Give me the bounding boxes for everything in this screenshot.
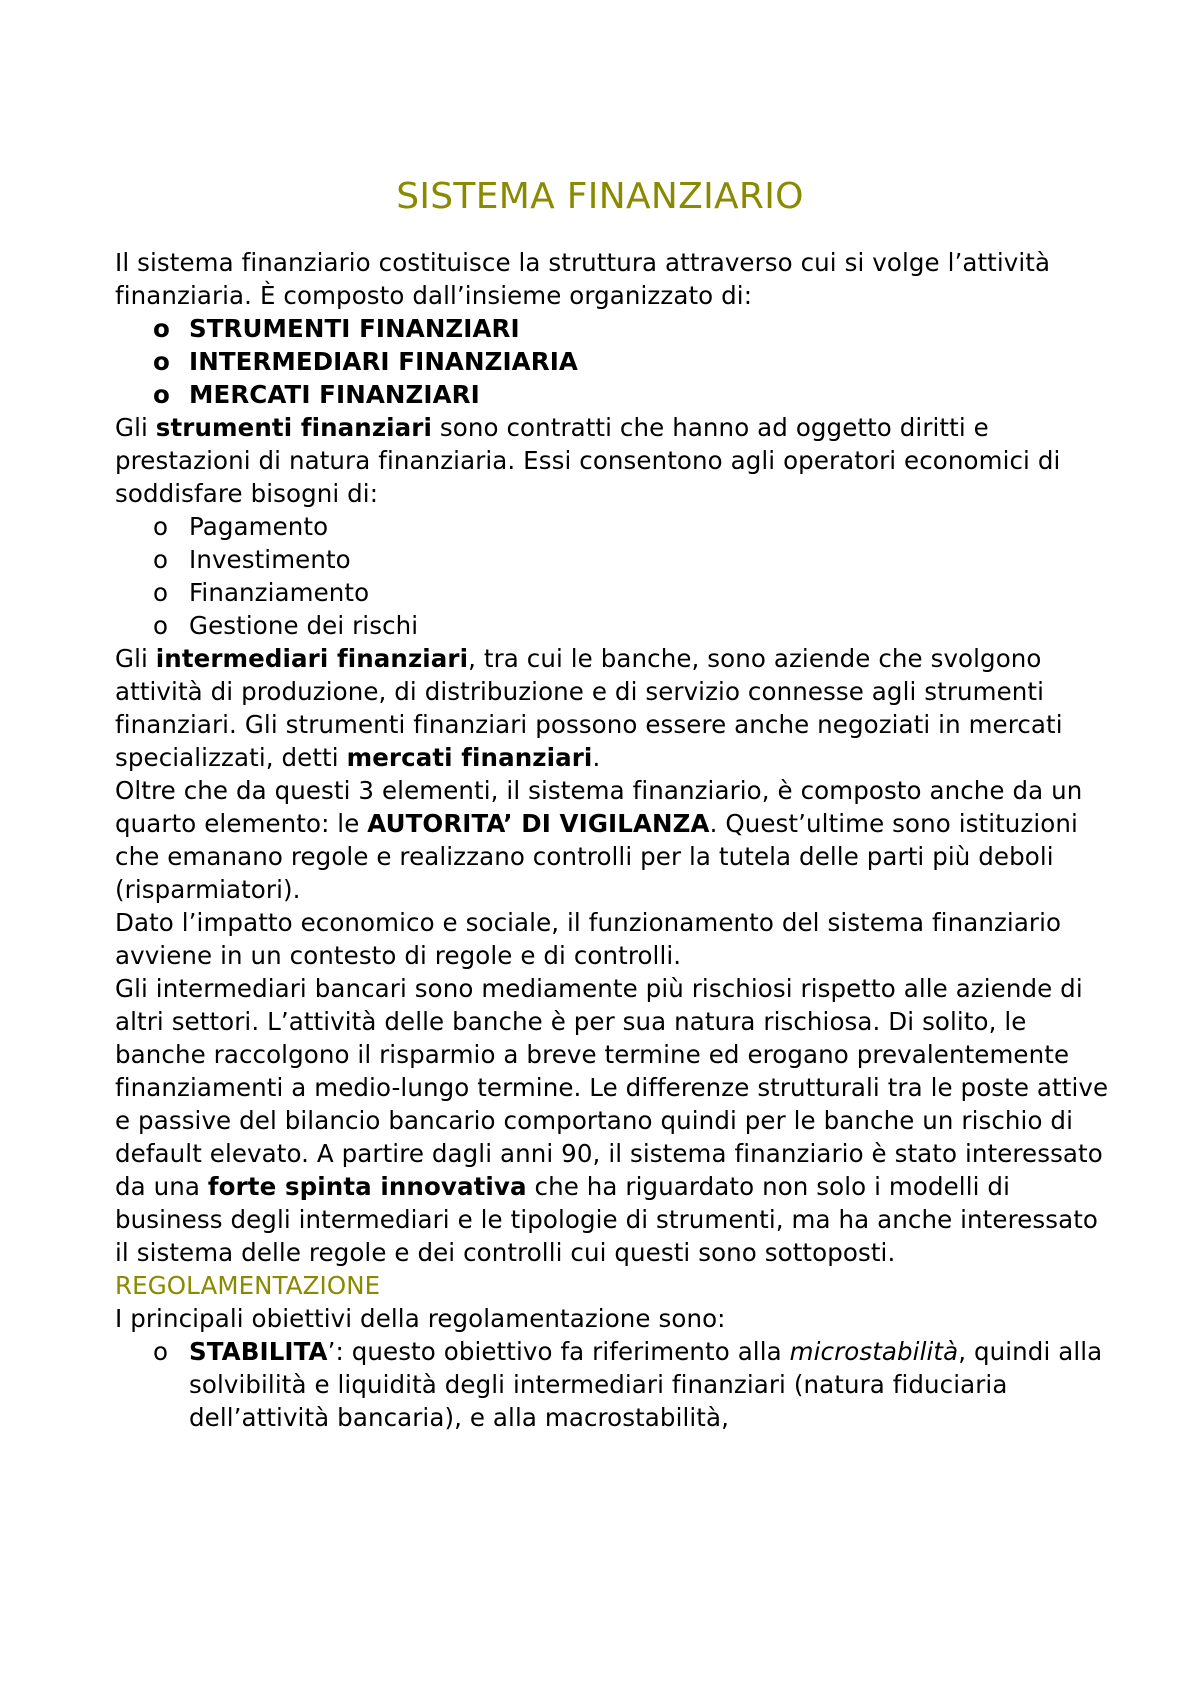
- text-run: che ha riguardato non solo i modelli di business degli intermediari e le tipologie di strumenti, ma ha anche interessato il sistema delle regole e dei controlli cui questi sono sottoposti.: [115, 1172, 1099, 1267]
- list-item: [115, 345, 1115, 378]
- text-run: Gli: [115, 644, 156, 673]
- text-run: Oltre che da questi 3 elementi, il sistema finanziario, è composto anche da un quarto elemento: le: [115, 776, 1083, 838]
- bold-term: mercati finanziari: [346, 743, 593, 772]
- bullet-icon: o: [153, 578, 169, 607]
- bold-term: intermediari finanziari: [155, 644, 469, 673]
- list-item-label: MERCATI FINANZIARI: [189, 380, 480, 409]
- list-item: [115, 576, 1115, 609]
- list-item: [115, 312, 1115, 345]
- bancari-paragraph: [115, 972, 1115, 1269]
- bullet-icon: o: [153, 314, 170, 343]
- intro-paragraph: Il sistema finanziario costituisce la struttura attraverso cui si volge l’attività finanziaria. È composto dall’insieme organizzato di:: [115, 248, 1051, 310]
- text-run: sono contratti che hanno ad oggetto diritti e prestazioni di natura finanziaria. Essi consentono agli operatori economici di soddisfare bisogni di:: [115, 413, 1061, 508]
- list-item: [115, 609, 1115, 642]
- bullet-icon: o: [153, 1337, 169, 1366]
- text-run: , quindi alla solvibilità e liquidità degli intermediari finanziari (natura fiduciaria dell’attività bancaria), e alla macrostabilità,: [189, 1337, 1103, 1432]
- components-list: [115, 312, 1115, 411]
- list-item: [115, 543, 1115, 576]
- bold-term: AUTORITA’ DI VIGILANZA: [367, 809, 710, 838]
- objectives-list: [115, 1335, 1115, 1434]
- list-item-label: INTERMEDIARI FINANZIARIA: [189, 347, 578, 376]
- document-body: [115, 246, 1115, 1434]
- text-run: .: [592, 743, 601, 772]
- text-run: Gli intermediari bancari sono mediamente più rischiosi rispetto alle aziende di altri settori. L’attività delle banche è per sua natura rischiosa. Di solito, le banche raccolgono il risparmio a breve termine ed erogano prevalentemente finanziamenti a medio-lungo termine. Le differenze strutturali tra le poste attive e passive del bilancio bancario comportano quindi per le banche un rischio di default elevato. A partire dagli anni 90, il sistema finanziario è stato interessato da una: [115, 974, 1109, 1201]
- bullet-icon: o: [153, 611, 169, 640]
- list-item-label: Gestione dei rischi: [189, 611, 419, 640]
- list-item-label: Investimento: [189, 545, 351, 574]
- list-item-label: Pagamento: [189, 512, 329, 541]
- page-title: SISTEMA FINANZIARIO: [396, 176, 804, 217]
- autorita-paragraph: [115, 774, 1115, 906]
- list-item: [115, 378, 1115, 411]
- text-run: , tra cui le banche, sono aziende che svolgono attività di produzione, di distribuzione e di servizio connesse agli strumenti finanziari. Gli strumenti finanziari possono essere anche negoziati in mercati specializzati, detti: [115, 644, 1063, 772]
- bullet-icon: o: [153, 380, 170, 409]
- bold-term: strumenti finanziari: [155, 413, 432, 442]
- impatto-paragraph: Dato l’impatto economico e sociale, il funzionamento del sistema finanziario avviene in un contesto di regole e di controlli.: [115, 908, 1062, 970]
- italic-term: microstabilità: [789, 1337, 959, 1366]
- text-run: . Quest’ultime sono istituzioni che emanano regole e realizzano controlli per la tutela delle parti più deboli (risparmiatori).: [115, 809, 1078, 904]
- list-item-label: Finanziamento: [189, 578, 370, 607]
- list-item: [115, 510, 1115, 543]
- strumenti-paragraph: [115, 411, 1115, 510]
- text-run: ’: questo obiettivo fa riferimento alla: [327, 1337, 790, 1366]
- list-item: [115, 1335, 1115, 1434]
- text-run: Gli: [115, 413, 156, 442]
- section-heading: REGOLAMENTAZIONE: [115, 1271, 381, 1300]
- bold-term: STABILITA: [189, 1337, 328, 1366]
- intermediari-paragraph: [115, 642, 1115, 774]
- bullet-icon: o: [153, 512, 169, 541]
- bullet-icon: o: [153, 347, 170, 376]
- regolamentazione-intro: I principali obiettivi della regolamentazione sono:: [115, 1304, 726, 1333]
- list-item-label: STRUMENTI FINANZIARI: [189, 314, 520, 343]
- bullet-icon: o: [153, 545, 169, 574]
- bold-term: forte spinta innovativa: [207, 1172, 527, 1201]
- needs-list: [115, 510, 1115, 642]
